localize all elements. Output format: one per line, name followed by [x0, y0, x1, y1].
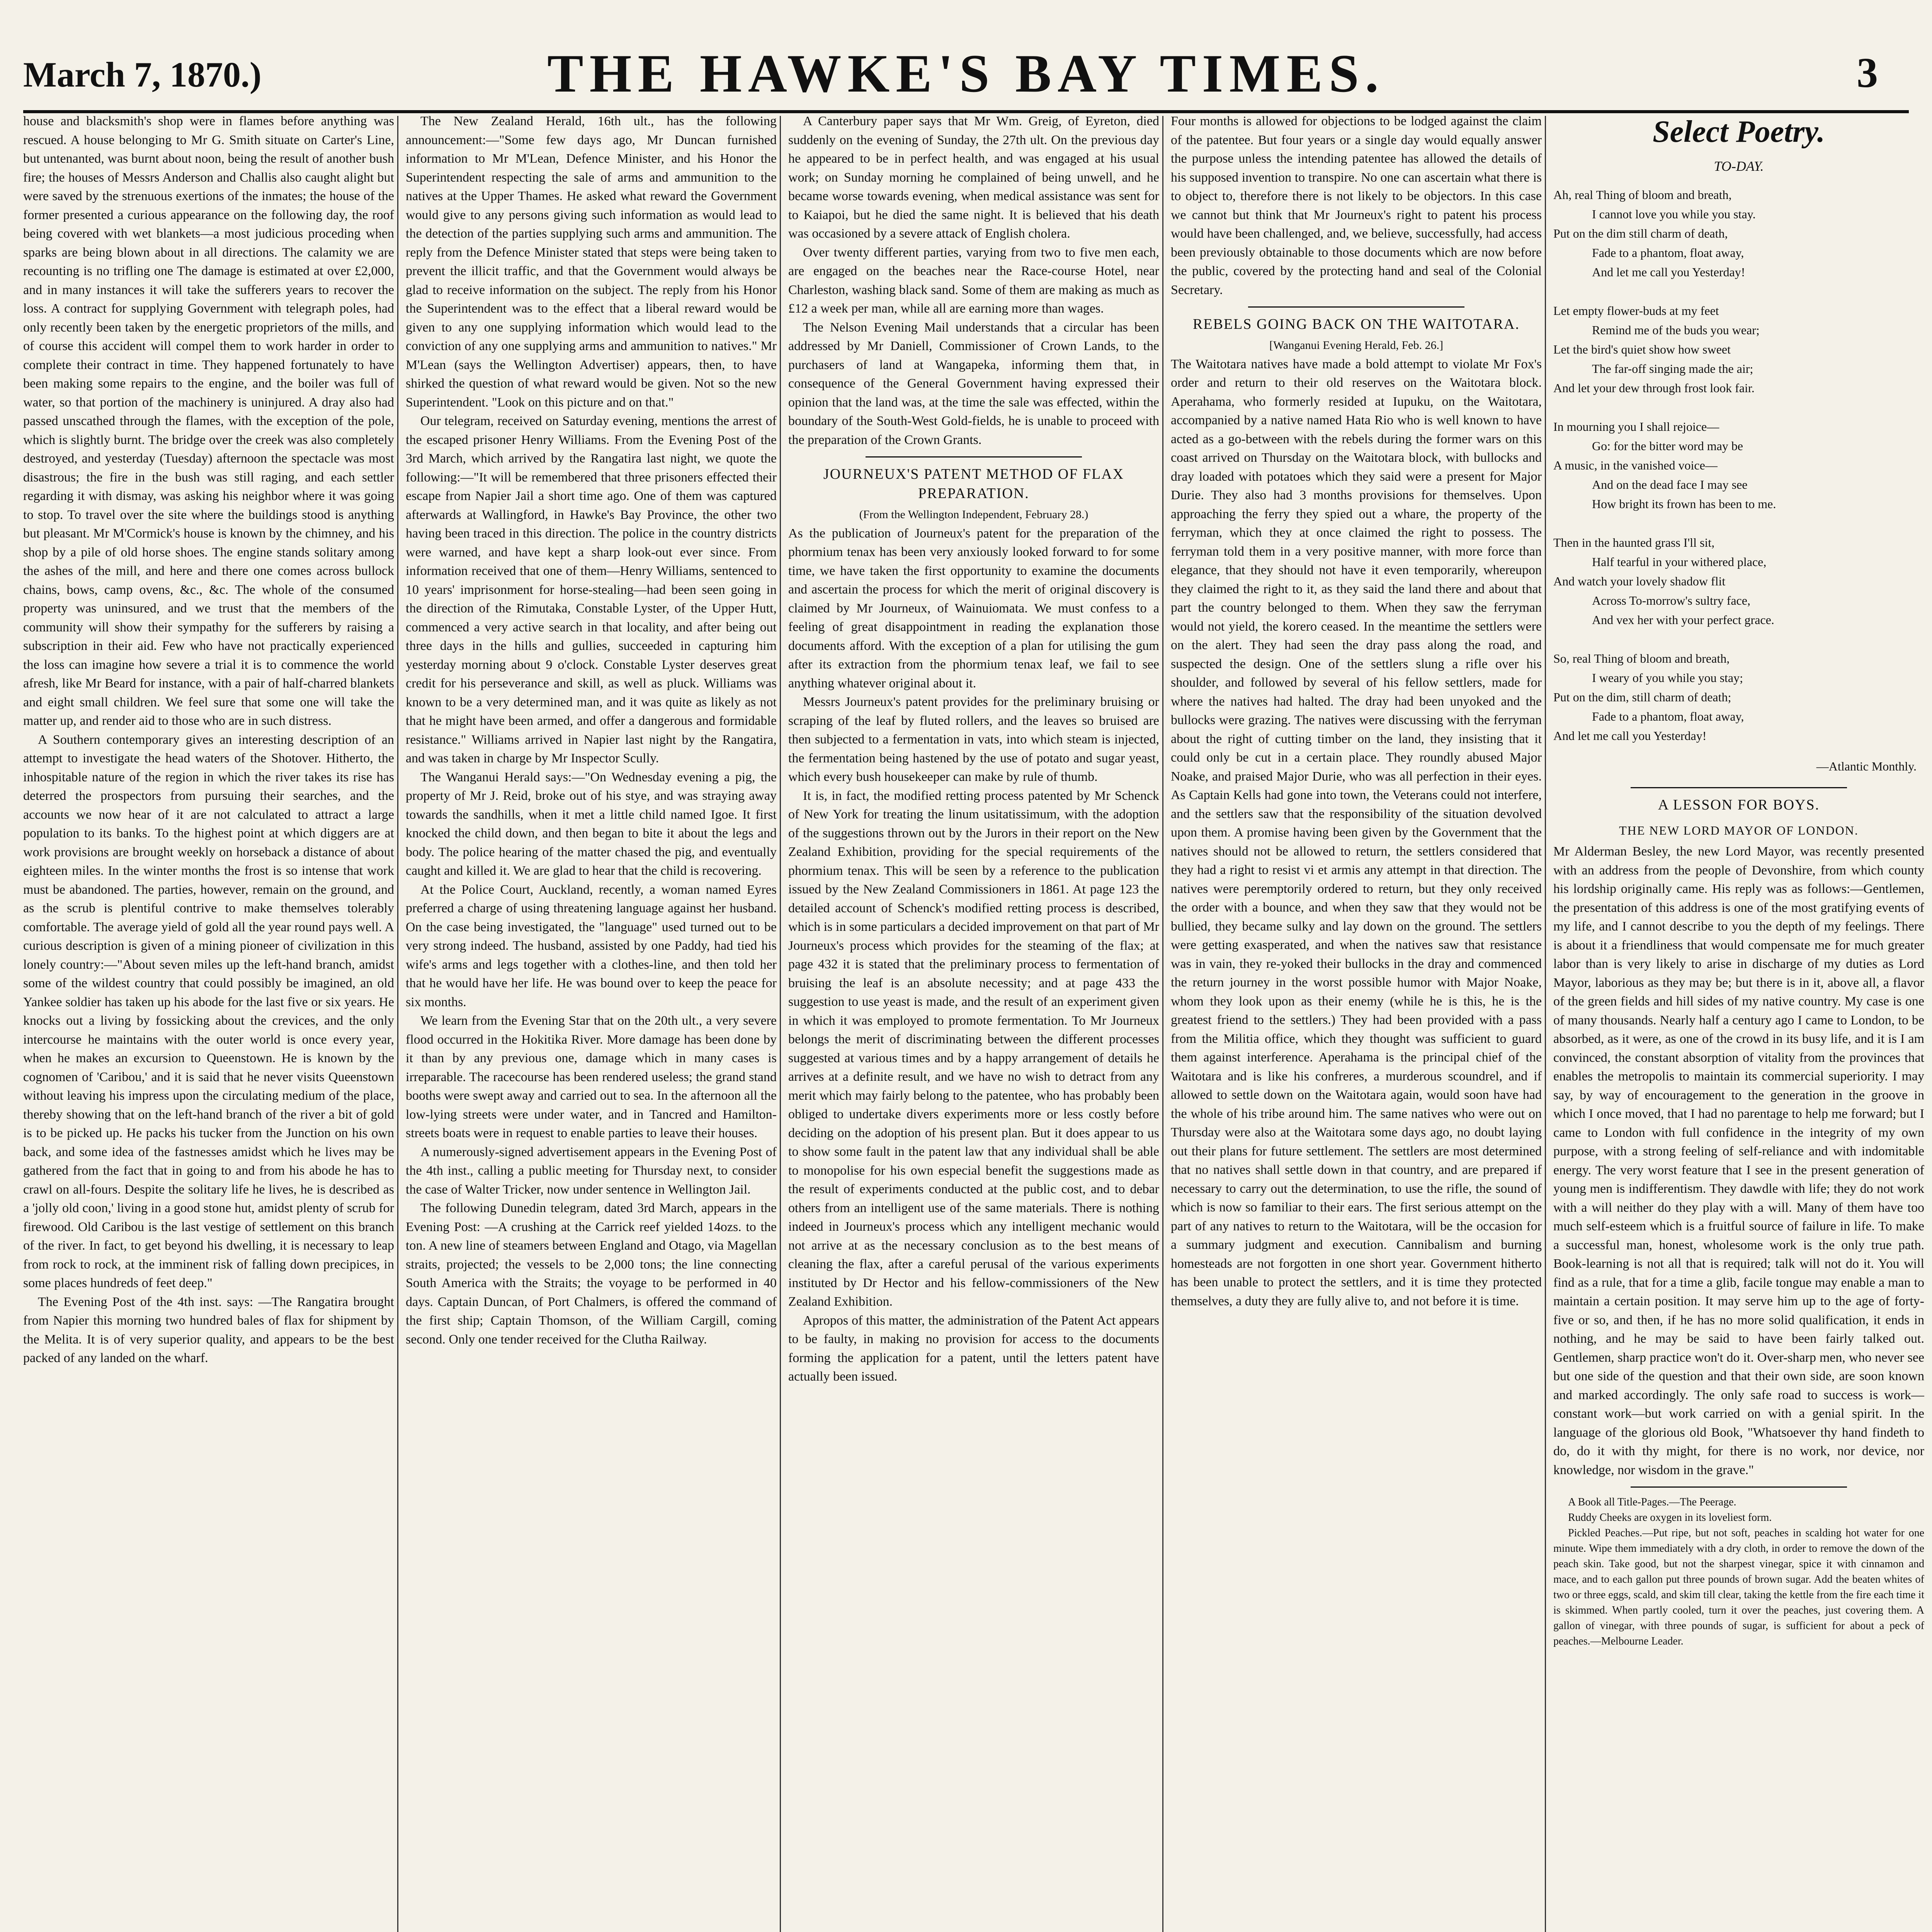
poem-line: And on the dead face I may see — [1592, 477, 1748, 492]
article-heading: REBELS GOING BACK ON THE WAITOTARA. — [1193, 316, 1520, 332]
column-2 — [406, 112, 777, 1932]
article-source: (From the Wellington Independent, February 28.) — [859, 508, 1088, 521]
poem-title: TO-DAY. — [1714, 158, 1764, 174]
article-paragraph: A numerously-signed advertisement appears in the Evening Post of the 4th inst., calling a public meeting for Thursday next, to consider the case of Walter Tricker, now under sentence in Wellington Jail. — [406, 1145, 777, 1197]
poem-line — [1553, 282, 1924, 301]
article-paragraph: The Wanganui Herald says:—"On Wednesday evening a pig, the property of Mr J. Reid, broke out of his stye, and was straying away towards the sandhills, when it met a little child named Igoe. It first knocked the child down, and then began to bite it about the legs and body. The police hearing of the matter chased the pig, and eventually caught and killed it. We are glad to hear that the child is recovering. — [406, 770, 777, 878]
poem-line — [1553, 629, 1924, 649]
article-paragraph: The following Dunedin telegram, dated 3rd March, appears in the Evening Post: —A crushing at the Carrick reef yielded 14ozs. to the ton. A new line of steamers between England and Otago, via Magellan straits, projected; the vessels to be 2,000 tons; the line connecting South America with the Straits; the voyage to be performed in 40 days. Captain Duncan, of Port Chalmers, is offered the command of the first ship; Captain Thomson, of the William Cargill, coming second. Only one tender received for the Clutha Railway. — [406, 1201, 777, 1347]
poem-line: And let me call you Yesterday! — [1553, 728, 1707, 743]
article-paragraph: The Evening Post of the 4th inst. says: —The Rangatira brought from Napier this morning two hundred bales of flax for shipment by the Melita. It is of very superior quality, and appears to be the best packed of any landed on the wharf. — [23, 1294, 394, 1365]
article-paragraph: Four months is allowed for objections to be lodged against the claim of the patentee. But four years or a single day would equally answer the purpose unless the intending patentee has allowed the details of his supposed invention to transpire. No one can ascertain what there is to object to, therefore there is not likely to be objectors. In this case we cannot but think that Mr Journeux's right to patent his process would have been challenged, and, we believe, successfully, had access been previously obtainable to those documents which are now before the public, covered by the protecting hand and seal of the Colonial Secretary. — [1171, 114, 1542, 297]
poem-line: Put on the dim, still charm of death; — [1553, 690, 1731, 704]
section-rule — [1248, 306, 1464, 308]
article-paragraph: At the Police Court, Auckland, recently, a woman named Eyres preferred a charge of using threatening language against her husband. On the case being investigated, the "language" used turned out to be very strong indeed. The husband, assisted by one Paddy, had tied his wife's arms and legs together with a clothes-line, and then told her that he would have her life. He was bound over to keep the peace for six months. — [406, 882, 777, 1009]
column-3 — [788, 112, 1159, 1932]
section-rule — [1631, 787, 1847, 788]
poem-line: The far-off singing made the air; — [1592, 361, 1753, 376]
filler-item: A Book all Title-Pages.—The Peerage. — [1568, 1496, 1736, 1508]
article-subheading: THE NEW LORD MAYOR OF LONDON. — [1619, 823, 1859, 837]
poem-line: Let empty flower-buds at my feet — [1553, 303, 1719, 318]
poem-line: And let your dew through frost look fair. — [1553, 381, 1755, 395]
poem-line: Then in the haunted grass I'll sit, — [1553, 535, 1715, 549]
page-number: 3 — [1857, 49, 1878, 96]
poem-attribution: —Atlantic Monthly. — [1816, 759, 1917, 773]
column-divider — [1162, 116, 1163, 1932]
poem-line: Go: for the bitter word may be — [1592, 439, 1743, 453]
issue-date: March 7, 1870.) — [23, 55, 262, 94]
poem-line: Remind me of the buds you wear; — [1592, 323, 1760, 337]
section-rule — [866, 456, 1082, 457]
article-heading: A LESSON FOR BOYS. — [1658, 797, 1820, 813]
article-paragraph: The New Zealand Herald, 16th ult., has the following announcement:—"Some few days ago, Mr Duncan furnished information to Mr M'Lean, Defence Minister, and his Honor the Superintendent respecting the sale of arms and ammunition to the natives at the Upper Thames. He asked what reward the Government would give to any persons giving such information as would lead to the detection of the parties supplying such arms and ammunition. The reply from the Defence Minister stated that steps were being taken to prevent the illicit traffic, and that the Government would always be glad to receive information on the subject. The reply from his Honor the Superintendent was to the effect that a liberal reward would be given to any one supplying information which would lead to the conviction of any one supplying arms and ammunition to natives." Mr M'Lean (says the Wellington Advertiser) appears, then, to have shirked the question of what reward would be given. Not so the new Superintendent. "Look on this picture and on that." — [406, 114, 777, 410]
masthead — [23, 27, 1909, 104]
article-paragraph: A Southern contemporary gives an interesting description of an attempt to investigate the head waters of the Shotover. Hitherto, the inhospitable nature of the region in which the river takes its rise has deterred the prospectors from pursuing their searches, and the accounts we now hear of it are not calculated to attract a large population to its banks. To the highest point at which diggers are at work provisions are brought weekly on horseback a distance of about eighteen miles. In the winter months the frost is so intense that work must be abandoned. The parties, however, remain on the ground, and as the scrub is plentiful contrive to make themselves tolerably comfortable. The average yield of gold all the year round pays well. A curious description is given of a mining pioneer of civilization in this lonely country:—"About seven miles up the left-hand branch, amidst some of the wildest country that could possibly be imagined, an old Yankee soldier has taken up his abode for the last five or six years. He knocks out a living by fossicking about the crevices, and the only intercourse he maintains with the outer world is once every year, when he makes an excursion to Queenstown. He is known by the cognomen of 'Caribou,' and it is said that he never visits Queenstown without leaving his impress upon the circulating medium of the place, thereby showing that on the left-hand branch of the river a bit of gold is to be picked up. He packs his tucker from the Junction on his own back, and some idea of the fastnesses amidst which he lives may be gathered from the fact that in going to and from his abode he has to crawl on all-fours. Despite the solitary life he lives, he is described as a 'jolly old coon,' living in a good stone hut, amidst plenty of scrub for firewood. Old Caribou is the last vestige of settlement on this branch of the river. In fact, to get beyond his dwelling, it is necessary to leap from rock to rock, at the imminent risk of falling down precipices, in some places hundreds of feet deep." — [23, 732, 394, 1290]
article-paragraph: It is, in fact, the modified retting process patented by Mr Schenck of New York for treating the linum usitatissimum, with the adoption of the suggestions thrown out by the Jurors in their report on the New Zealand Exhibition, providing for the special requirements of the phormium tenax. This will be seen by a reference to the publication issued by the New Zealand Commissioners in 1861. At page 123 the detailed account of Schenck's modified retting process is described, which is in some particulars a decided improvement on that part of Mr Journeux's process which provides for the steaming of the flax; at page 432 it is stated that the preliminary process to fermentation of bruising the leaf is an absolute necessity; and at page 433 the suggestion to use yeast is made, and the result of an experiment given in which it was employed to promote fermentation. To Mr Journeux belongs the merit of discriminating between the different processes suggested at various times and by a happy arrangement of details he arrives at a definite result, and we have no wish to detract from any merit which may fairly belong to the patentee, who has probably been obliged to undertake divers experiments more or less costly before deciding on the adoption of his present plan. But it does appear to us to show some fault in the patent law that any individual shall be able to monopolise for his own especial benefit the suggestions made as the result of experiments conducted at the public cost, and to debar others from an intelligent use of the same materials. There is nothing indeed in Journeux's process which any intelligent mechanic would not arrive at as the necessary conclusion as to the best means of cleaning the flax, after a careful perusal of the various experiments instituted by Dr Hector and his fellow-commissioners of the New Zealand Exhibition. — [788, 788, 1159, 1309]
section-heading-poetry: Select Poetry. — [1653, 115, 1825, 149]
poem-line: Across To-morrow's sultry face, — [1592, 593, 1750, 607]
article-paragraph: Messrs Journeux's patent provides for the preliminary bruising or scraping of the leaf by fluted rollers, and the leaves so bruised are then subjected to a fermentation in vats, into which steam is injected, the fermentation being hastened by the use of potato and sugar yeast, which every bush housekeeper can make by rule of thumb. — [788, 695, 1159, 784]
article-paragraph: A Canterbury paper says that Mr Wm. Greig, of Eyreton, died suddenly on the evening of Sunday, the 27th ult. On the previous day he appeared to be in perfect health, and was engaged at his usual work; on Sunday morning he complained of being unwell, and he became worse towards evening, when medical assistance was sent for to Kaiapoi, but he died the same night. It is believed that his death was occasioned by a severe attack of English cholera. — [788, 114, 1159, 241]
poem-line: Let the bird's quiet show how sweet — [1553, 342, 1731, 356]
filler-item: Pickled Peaches.—Put ripe, but not soft, peaches in scalding hot water for one minute. Wipe them immediately with a dry cloth, in order to remove the down of the peach skin. Take good, but not the sharpest vinegar, spice it with cinnamon and mace, and to each gallon put three pounds of brown sugar. Add the beaten whites of two or three eggs, scald, and skim till clear, taking the kettle from the fire each time it is skimmed. When partly cooled, turn it over the peaches, just covering them. A gallon of vinegar, with three pounds of sugar, is sufficient for about a peck of peaches.—Melbourne Leader. — [1553, 1527, 1924, 1647]
poem-line: Half tearful in your withered place, — [1592, 554, 1767, 569]
article-heading: JOURNEUX'S PATENT METHOD OF FLAX PREPARATION. — [823, 466, 1124, 502]
poem-line: Ah, real Thing of bloom and breath, — [1553, 187, 1732, 202]
filler-item: Ruddy Cheeks are oxygen in its loveliest form. — [1568, 1512, 1772, 1524]
article-paragraph: Over twenty different parties, varying from two to five men each, are engaged on the beaches near the Race-course Hotel, near Charleston, washing black sand. Some of them are making as much as £12 a week per man, while all are earning more than wages. — [788, 245, 1159, 316]
column-4 — [1171, 112, 1542, 1932]
poem-line: In mourning you I shall rejoice— — [1553, 419, 1719, 434]
poem-line — [1553, 514, 1924, 533]
article-paragraph: As the publication of Journeux's patent for the preparation of the phormium tenax has been very anxiously looked forward to for some time, we have taken the first opportunity to examine the documents and ascertain the process for which the merit of original discovery is claimed by Mr Journeux, of Wainuiomata. We must confess to a feeling of great disappointment in reading the explanation those documents afford. With the exception of a plan for utilising the gum after its extraction from the phormium tenax leaf, we fail to see anything whatever original about it. — [788, 526, 1159, 690]
newspaper-title: THE HAWKE'S BAY TIMES. — [547, 44, 1385, 104]
column-divider — [780, 116, 781, 1932]
poem-line: Put on the dim still charm of death, — [1553, 226, 1728, 240]
column-1 — [23, 112, 394, 1932]
column-divider — [397, 116, 398, 1932]
poem-line: And vex her with your perfect grace. — [1592, 612, 1774, 627]
poem-line: I weary of you while you stay; — [1592, 670, 1743, 685]
poem-line: And let me call you Yesterday! — [1592, 265, 1745, 279]
article-paragraph: We learn from the Evening Star that on the 20th ult., a very severe flood occurred in the Hokitika River. More damage has been done by it than by any previous one, damage which in many cases is irreparable. The racecourse has been rendered useless; the grand stand booths were swept away and carried out to sea. In the afternoon all the low-lying streets were under water, and in Tancred and Hamilton-streets boats were in request to enable parties to leave their houses. — [406, 1014, 777, 1140]
poem-line: How bright its frown has been to me. — [1592, 497, 1776, 511]
section-rule — [1631, 1486, 1847, 1488]
article-paragraph: Apropos of this matter, the administration of the Patent Act appears to be faulty, in making no provision for access to the documents forming the application for a patent, until the letters patent have actually been issued. — [788, 1313, 1159, 1384]
article-paragraph: The Waitotara natives have made a bold attempt to violate Mr Fox's order and return to their old reserves on the Waitotara block. Aperahama, who formerly resided at Iupuku, on the Waitotara, accompanied by a native named Hata Rio who is well known to have acted as a go-between with the rebels during the former wars on this coast arrived on Thursday on the Waitotara block, with bullocks and dray loaded with potatoes which they said were a present for Major Durie. They also had 3 months provisions for themselves. Upon approaching the ferry they spied out a whare, the property of the ferryman, which they at once claimed the right to possess. The ferryman told them in a very positive manner, with more force than elegance, that they should not have it even temporarily, whereupon they claimed the right to it, as they said the land there and about that part the country belonged to them. When they saw the ferryman would not yield, the korero ceased. In the meantime the settlers were on the alert. They had seen the dray pass along the road, and suspected the design. One of the settlers slung a rifle over his shoulder, and followed by several of his fellow settlers, made for where the natives had halted. The dray had been unyoked and the bullocks were grazing. The natives were discussing with the ferryman about the right of cutting timber on the land, they insisting that it could only be cut in a certain place. They roundly abused Major Noake, and praised Major Durie, who was all perfection in their eyes. As Captain Kells had gone into town, the Veterans could not interfere, and the settlers saw that the responsibility of the situation devolved upon them. A promise having been given by the Government that the natives should not be allowed to return, the settlers considered that they had a right to resist vi et armis any attempt in that direction. The natives were peremptorily ordered to return, but they only received the order with a bounce, and when they saw that they would not be bullied, they became sulky and lay down on the ground. The settlers were getting exasperated, and when the natives saw that resistance was in vain, they re-yoked their bullocks in the dray and commenced the return journey in the worst possible humor with Major Noake, whom they look upon as their enemy (while he is this, he is the greatest friend to the settlers.) They had been provided with a pass from the Militia office, which they thought was sufficient to guard them against interference. Aperahama is the principal chief of the Waitotara and is like his confreres, a murderous scoundrel, and if allowed to settle down on the Waitotara again, would soon have had the whole of his tribe around him. The same natives who were out on Thursday were also at the Waitotara some days ago, no doubt laying out their plans for future settlement. The settlers are most determined that no natives shall settle down in that country, and are prepared if necessary to carry out the determination, to use the rifle, the sound of which is now so familiar to their ears. The first serious attempt on the part of any natives to return to the Waitotara, will be the occasion for a summary judgment and execution. Cannibalism and burning homesteads are not forgotten in one short year. Government hitherto has been unable to protect the settlers, and it is time they protected themselves, a duty they are fully alive to, and not before it is time. — [1171, 357, 1542, 1308]
poem-line: Fade to a phantom, float away, — [1592, 245, 1744, 260]
article-paragraph: house and blacksmith's shop were in flames before anything was rescued. A house belonging to Mr G. Smith situate on Carter's Line, but untenanted, was burnt about noon, being the result of another bush fire; the houses of Messrs Anderson and Challis also caught alight but were saved by the strenuous exertions of the inmates; the house of the former presented a curious appearance on the following day, the roof being covered with wet blankets—a most judicious proceding when sparks are being blown about in all directions. The calamity we are recounting is no trifling one The damage is estimated at over £2,000, and in many instances it will take the sufferers years to recover the loss. A contract for supplying Government with telegraph poles, had only recently been taken by the energetic proprietors of the mills, and of course this accident will compel them to work harder in order to complete their contract in time. They happened fortunately to have been making some repairs to the engine, and the boiler was full of water, so that portion of the machinery is uninjured. A dray also had passed unscathed through the flames, with the exception of the pole, which is slightly burnt. The bridge over the creek was also completely destroyed, and yesterday (Tuesday) afternoon the spectacle was most disastrous; the fire in the bush was still raging, and each settler regarding it with dismay, was asking his neighbor where it was going to stop. To travel over the site where the buildings stood is anything but pleasant. Mr M'Cormick's house is known by the chimney, and his shop by a pile of old horse shoes. The engine stands solitary among the ashes of the mill, and here and there one comes across bullock chains, bows, camp ovens, &c., &c. The whole of the consumed property was uninsured, and we trust that the members of the community will show their sympathy for the sufferers by raising a subscription in their aid. Few who have not practically experienced the loss can imagine how severe a trial it is to commence the world afresh, like Mr Beard for instance, with a pair of half-charred blankets and eight small children. We feel sure that some one will take the matter up, and render aid to those who are in such distress. — [23, 114, 394, 728]
article-paragraph: Mr Alderman Besley, the new Lord Mayor, was recently presented with an address from the people of Devonshire, from which county his lordship originally came. His reply was as follows:—Gentlemen, the presentation of this address is one of the most gratifying events of my life, and I cannot describe to you the depth of my feelings. There is about it a friendliness that would compensate me for much greater labor than is very likely to arise in discharge of my duties as Lord Mayor, laborious as they may be; but there is in it, above all, a flavor of the green fields and hill sides of my native country. My case is one of many thousands. Nearly half a century ago I came to London, to be absorbed, as it were, as one of the crowd in its busy life, and it is I am convinced, the constant absorption of vitality from the provinces that enables the metropolis to maintain its commercial superiority. I may say, by way of encouragement to the generation in the groove in which I once moved, that I had no parentage to help me forward; but I came to London with full confidence in the integrity of my own purpose, with a strong feeling of self-reliance and with indomitable energy. The very worst feature that I see in the present generation of young men is indifferentism. They dawdle with life; they do not work with a will neither do they play with a will. Many of them have too much self-esteem which is a fruitful source of failure in life. To make a successful man, honest, wholesome work is the only true path. Book-learning is not all that is required; talk will not do it. You will find as a rule, that for a time a glib, facile tongue may enable a man to maintain a certain position. It may serve him up to the age of forty-five or so, and then, if he has no more solid qualification, it ends in nothing, and he may be said to have been fairly talked out. Gentlemen, sharp practice won't do it. Over-sharp men, who never see but one side of the question and that their own side, are soon known and marked accordingly. The only safe road to success is work—constant work—but work carried on with a genial spirit. In the language of the glorious old Book, "Whatsoever thy hand findeth to do, do it with thy might, for there is no work, nor device, nor knowledge, nor wisdom in the grave." — [1553, 844, 1924, 1477]
column-5 — [1553, 112, 1924, 1932]
article-paragraph: The Nelson Evening Mail understands that a circular has been addressed by Mr Daniell, Commissioner of Crown Lands, to the purchasers of land at Wangapeka, informing them that, in consequence of the General Government having expressed their opinion that the land was, at the time the sale was effected, within the boundary of the South-West Gold-fields, he is unable to proceed with the preparation of the Crown Grants. — [788, 320, 1159, 447]
poem-line: I cannot love you while you stay. — [1592, 207, 1756, 221]
column-divider — [1545, 116, 1546, 1932]
article-paragraph: Our telegram, received on Saturday evening, mentions the arrest of the escaped prisoner Henry Williams. From the Evening Post of the 3rd March, which arrived by the Rangatira last night, we quote the following:—"It will be remembered that three prisoners effected their escape from Napier Jail a short time ago. One of them was captured afterwards at Wallingford, in Hawke's Bay Province, the other two having been traced in this direction. The police in the country districts were warned, and have kept a sharp look-out ever since. From information received that one of them—Henry Williams, sentenced to 10 years' imprisonment for horse-stealing—had been seen going in the direction of the Rimutaka, Constable Lyster, of the Upper Hutt, commenced a very active search in that locality, and after being out three days in the hills and gullies, succeeded in capturing him yesterday morning about 9 o'clock. Constable Lyster deserves great credit for his perseverance and skill, as well as pluck. Williams was known to be a very determined man, and it was quite as likely as not that he might have been armed, and offer a dangerous and formidable resistance." Williams arrived in Napier last night by the Rangatira, and was taken in charge by Mr Inspector Scully. — [406, 414, 777, 765]
article-source: [Wanganui Evening Herald, Feb. 26.] — [1269, 339, 1443, 352]
poem-line: So, real Thing of bloom and breath, — [1553, 651, 1730, 665]
poem-line: Fade to a phantom, float away, — [1592, 709, 1744, 723]
poem-line: And watch your lovely shadow flit — [1553, 574, 1726, 588]
poem-body — [1553, 185, 1924, 745]
poem-line — [1553, 398, 1924, 417]
poem-line: A music, in the vanished voice— — [1553, 458, 1718, 472]
